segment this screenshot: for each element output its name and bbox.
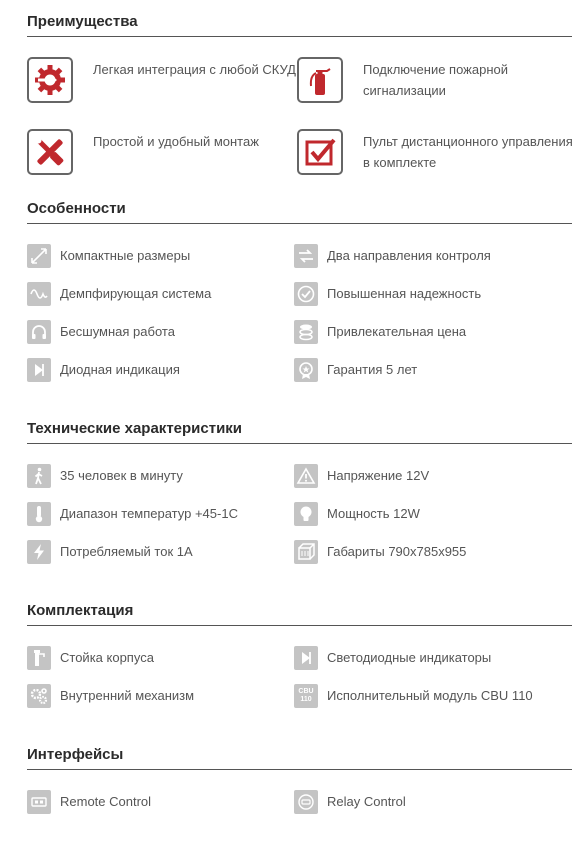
thermometer-icon [27, 502, 51, 526]
feature-label: Бесшумная работа [60, 324, 175, 339]
remote-control-icon [27, 790, 51, 814]
kit-label: Внутренний механизм [60, 688, 195, 703]
spec-label: Потребляемый ток 1А [60, 544, 193, 559]
two-way-arrows-icon [294, 244, 318, 268]
feature-label: Диодная индикация [60, 362, 180, 377]
advantage-label: Простой и удобный монтаж [93, 134, 259, 149]
feature-label: Привлекательная цена [327, 324, 467, 339]
wave-icon [27, 282, 51, 306]
feature-item [294, 282, 554, 306]
cbu-icon-text: CBU [298, 688, 314, 695]
kit-item [294, 684, 554, 708]
checkbox-icon [297, 129, 343, 175]
award-badge-icon [294, 358, 318, 382]
divider [27, 625, 572, 626]
spec-label: Напряжение 12V [327, 468, 430, 483]
section-title-kit: Комплектация [27, 602, 134, 619]
divider [27, 36, 572, 37]
advantage-label: сигнализации [363, 83, 446, 98]
kit-label: Светодиодные индикаторы [327, 650, 492, 665]
spec-item [27, 464, 287, 488]
headphones-icon [27, 320, 51, 344]
box-dimensions-icon [294, 540, 318, 564]
wrench-screwdriver-icon [27, 129, 73, 175]
feature-label: Гарантия 5 лет [327, 362, 418, 377]
coins-icon [294, 320, 318, 344]
check-circle-icon [294, 282, 318, 306]
relay-icon [294, 790, 318, 814]
advantage-label: Подключение пожарной [363, 62, 508, 77]
spec-item [294, 540, 554, 564]
led-indicator-icon [294, 646, 318, 670]
feature-label: Повышенная надежность [327, 286, 482, 301]
feature-item [27, 282, 287, 306]
fire-extinguisher-icon [297, 57, 343, 103]
feature-label: Два направления контроля [327, 248, 491, 263]
divider [27, 223, 572, 224]
interface-item [294, 790, 554, 814]
cbu-module-icon [294, 684, 318, 708]
feature-label: Демпфирующая система [60, 286, 212, 301]
section-title-specs: Технические характеристики [27, 420, 243, 437]
turnstile-stand-icon [27, 646, 51, 670]
feature-label: Компактные размеры [60, 248, 191, 263]
kit-label: Стойка корпуса [60, 650, 154, 665]
feature-item [294, 320, 554, 344]
spec-item [27, 502, 287, 526]
section-title-interfaces: Интерфейсы [27, 746, 124, 763]
feature-item [294, 244, 554, 268]
interface-item [27, 790, 287, 814]
kit-item [27, 646, 287, 670]
kit-item [294, 646, 554, 670]
warning-triangle-icon [294, 464, 318, 488]
advantage-item [297, 57, 557, 111]
advantage-label: в комплекте [363, 155, 437, 170]
cbu-icon-text: 110 [300, 696, 312, 703]
divider [27, 443, 572, 444]
advantage-item [27, 57, 296, 111]
spec-item [294, 464, 554, 488]
advantage-label: Пульт дистанционного управления [363, 134, 573, 149]
spec-label: Диапазон температур +45-1С [60, 506, 238, 521]
kit-label: Исполнительный модуль CBU 110 [327, 688, 533, 703]
compact-arrows-icon [27, 244, 51, 268]
spec-label: 35 человек в минуту [60, 468, 183, 483]
feature-item [27, 358, 287, 382]
divider [27, 769, 572, 770]
spec-label: Мощность 12W [327, 506, 420, 521]
advantage-label: Легкая интеграция с любой СКУД [93, 62, 296, 77]
diode-icon [27, 358, 51, 382]
advantage-item [27, 129, 287, 183]
kit-item [27, 684, 287, 708]
spec-label: Габариты 790х785х955 [327, 544, 467, 559]
section-title-advantages: Преимущества [27, 13, 138, 30]
feature-item [294, 358, 554, 382]
advantage-item [297, 129, 573, 183]
walking-person-icon [27, 464, 51, 488]
light-bulb-icon [294, 502, 318, 526]
interface-label: Remote Control [60, 794, 152, 809]
lightning-icon [27, 540, 51, 564]
gear-arrow-icon [27, 57, 73, 103]
interface-label: Relay Control [327, 794, 406, 809]
feature-item [27, 244, 287, 268]
gears-icon [27, 684, 51, 708]
spec-item [294, 502, 554, 526]
feature-item [27, 320, 287, 344]
section-title-features: Особенности [27, 200, 126, 217]
spec-item [27, 540, 287, 564]
